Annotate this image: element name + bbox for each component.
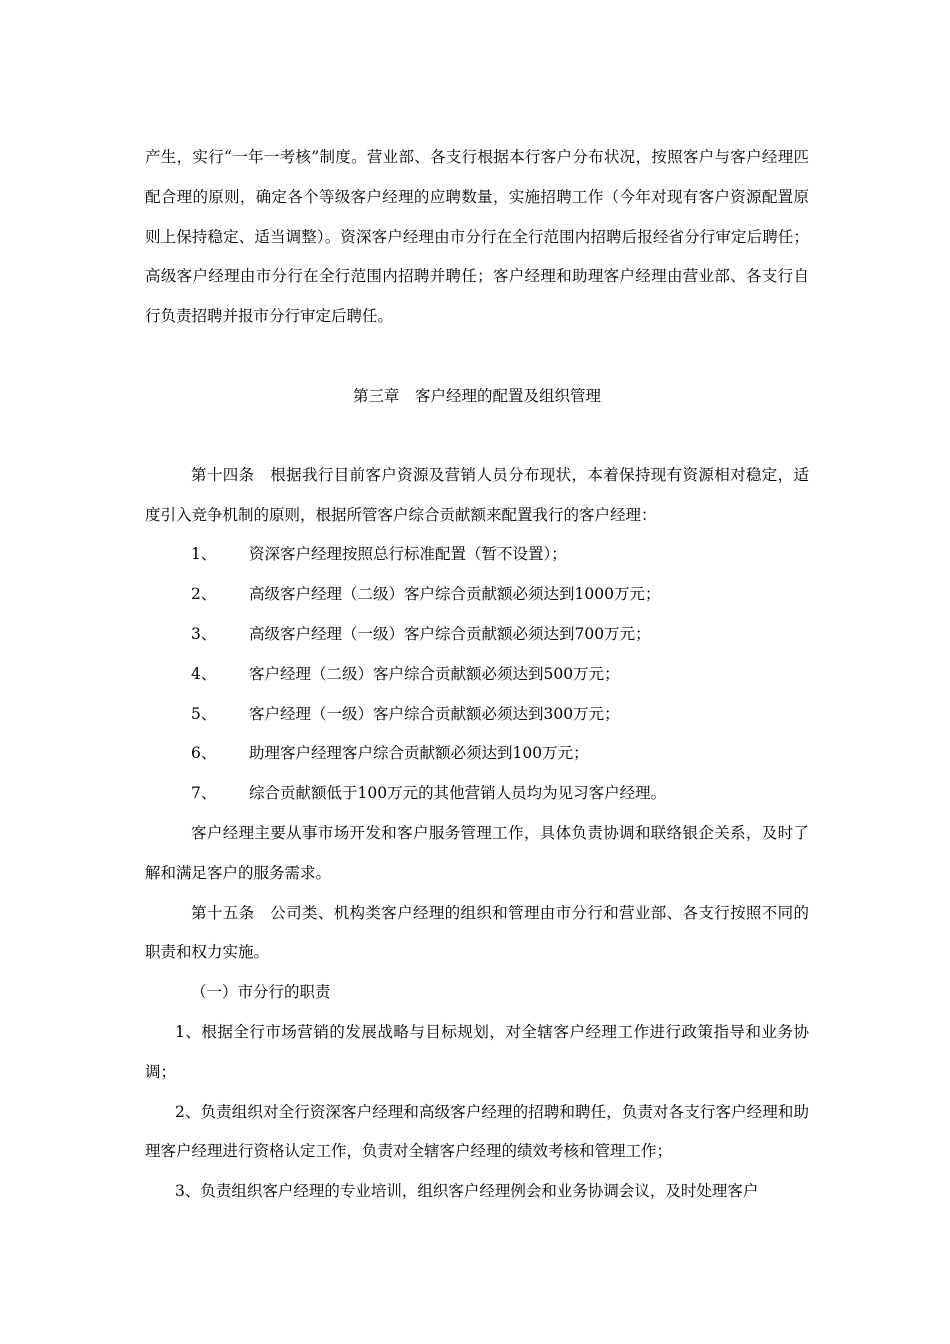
- duty-item: 1、根据全行市场营销的发展战略与目标规划，对全辖客户经理工作进行政策指导和业务协调；: [145, 1022, 809, 1081]
- duty-item: 3、负责组织客户经理的专业培训，组织客户经理例会和业务协调会议，及时处理客户: [175, 1182, 759, 1201]
- list-item: [145, 774, 809, 814]
- list-item-number: 2、: [191, 585, 217, 604]
- list-item-text: 高级客户经理（一级）客户综合贡献额必须达到700万元；: [249, 624, 651, 643]
- list-item-number: 5、: [191, 704, 217, 723]
- opening-paragraph: 产生，实行“一年一考核”制度。营业部、各支行根据本行客户分布状况，按照客户与客户经理匹配合理的原则，确定各个等级客户经理的应聘数量，实施招聘工作（今年对现有客户资源配置原则上保持稳定、适当调整）。资深客户经理由市分行在全行范围内招聘后报经省分行审定后聘任；高级客户经理由市分行在全行范围内招聘并聘任；客户经理和助理客户经理由营业部、各支行自行负责招聘并报市分行审定后聘任。: [145, 148, 809, 326]
- list-item: [145, 655, 809, 695]
- article-14-paragraph: 第十四条 根据我行目前客户资源及营销人员分布现状，本着保持现有资源相对稳定，适度引入竞争机制的原则，根据所管客户综合贡献额来配置我行的客户经理：: [145, 465, 809, 524]
- list-item-text: 资深客户经理按照总行标准配置（暂不设置）；: [249, 545, 567, 564]
- list-item-text: 助理客户经理客户综合贡献额必须达到100万元；: [249, 744, 589, 763]
- document-body: [145, 138, 809, 1212]
- duty-item: 2、负责组织对全行资深客户经理和高级客户经理的招聘和聘任，负责对各支行客户经理和助理客户经理进行资格认定工作，负责对全辖客户经理的绩效考核和管理工作；: [145, 1102, 809, 1161]
- list-item-text: 客户经理（二级）客户综合贡献额必须达到500万元；: [249, 664, 620, 683]
- list-item: [145, 734, 809, 774]
- list-item: [145, 575, 809, 615]
- list-item: [145, 615, 809, 655]
- list-item-text: 综合贡献额低于100万元的其他营销人员均为见习客户经理。: [249, 784, 667, 803]
- list-item-text: 高级客户经理（二级）客户综合贡献额必须达到1000万元；: [249, 585, 661, 604]
- duty-paragraph: 客户经理主要从事市场开发和客户服务管理工作，具体负责协调和联络银企关系，及时了解和满足客户的服务需求。: [145, 823, 809, 882]
- article-15-paragraph: 第十五条 公司类、机构类客户经理的组织和管理由市分行和营业部、各支行按照不同的职责和权力实施。: [145, 903, 809, 962]
- list-item-number: 3、: [191, 624, 217, 643]
- list-item-number: 4、: [191, 664, 217, 683]
- chapter-title: 第三章 客户经理的配置及组织管理: [352, 386, 601, 405]
- list-item-number: 7、: [191, 784, 217, 803]
- section-title: （一）市分行的职责: [191, 983, 331, 1002]
- list-item-number: 6、: [191, 744, 217, 763]
- list-item-number: 1、: [191, 545, 217, 564]
- list-item: [145, 695, 809, 735]
- list-item-text: 客户经理（一级）客户综合贡献额必须达到300万元；: [249, 704, 620, 723]
- list-item: [145, 535, 809, 575]
